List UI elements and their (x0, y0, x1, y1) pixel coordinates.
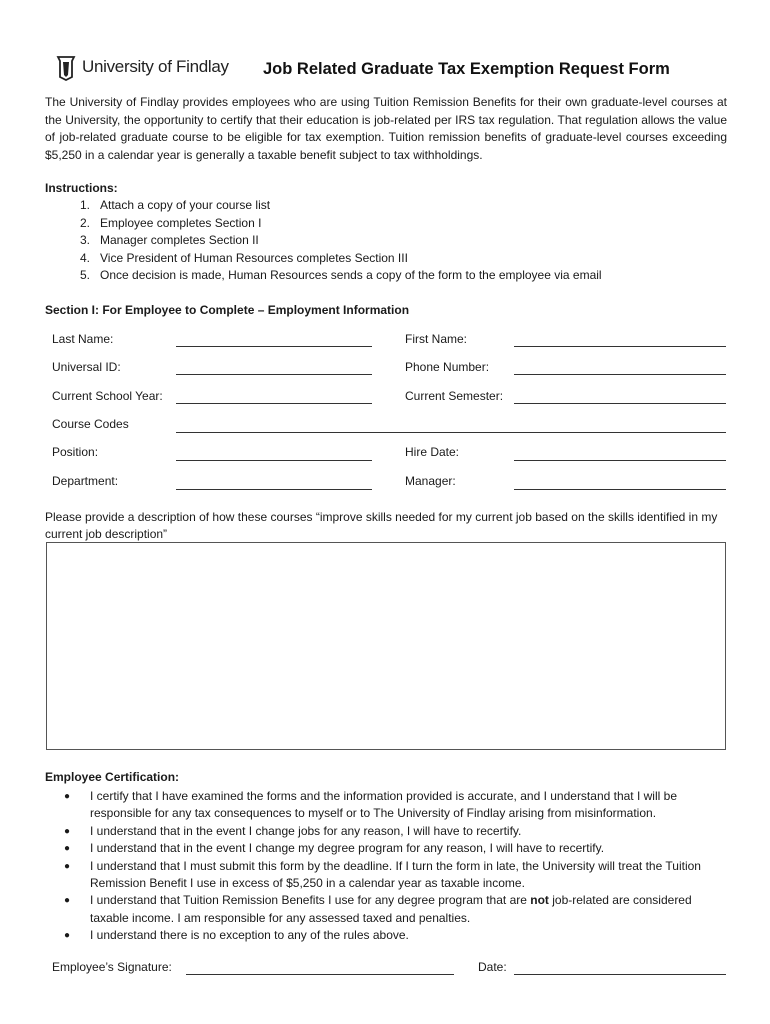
description-textarea[interactable] (46, 542, 726, 750)
instruction-item: 3. Manager completes Section II (79, 233, 259, 248)
list-item: ● I understand that in the event I change my degree program for any reason, I will have to recertify. (60, 840, 728, 857)
certification-list (60, 788, 728, 945)
instruction-item: 5. Once decision is made, Human Resources sends a copy of the form to the employee via email (79, 268, 602, 283)
list-item: ● I understand there is no exception to any of the rules above. (60, 927, 728, 944)
school-year-label: Current School Year: (52, 389, 163, 403)
list-item: ● I understand that I must submit this form by the deadline. If I turn the form in late, the University will treat the Tuition Remission Benefit I use in excess of $5,250 in a calendar year as taxable income. (64, 858, 701, 891)
bullet-icon: ● (64, 860, 71, 872)
last-name-label: Last Name: (52, 332, 114, 346)
signature-field[interactable] (186, 974, 454, 975)
course-codes-field[interactable] (176, 432, 726, 433)
department-label: Department: (52, 474, 119, 488)
manager-field[interactable] (514, 489, 726, 490)
logo-text: University of Findlay (82, 57, 229, 76)
list-item: ● I understand that Tuition Remission Benefits I use for any degree program that are not job-related are considered taxable income. I am responsible for any assessed taxed and penalties. (64, 893, 692, 925)
bullet-icon: ● (64, 825, 71, 837)
position-label: Position: (52, 445, 99, 459)
last-name-field[interactable] (176, 346, 372, 347)
date-field[interactable] (514, 974, 726, 975)
hire-date-field[interactable] (514, 460, 726, 461)
signature-label: Employee’s Signature: (52, 960, 172, 974)
course-codes-label: Course Codes (52, 417, 129, 431)
instructions-list (45, 197, 602, 285)
first-name-label: First Name: (405, 332, 468, 346)
school-year-field[interactable] (176, 403, 372, 404)
bullet-icon: ● (64, 791, 71, 802)
position-field[interactable] (176, 460, 372, 461)
instructions-heading: Instructions: (45, 181, 118, 195)
hire-date-label: Hire Date: (405, 445, 460, 459)
emphasis-not: not (530, 893, 549, 908)
instruction-item: 2. Employee completes Section I (79, 215, 262, 230)
list-item: ● I certify that I have examined the forms and the information provided is accurate, and I understand that I will be responsible for any tax consequences to myself or to The University of Findlay arising from misinformation. (64, 789, 677, 821)
semester-field[interactable] (514, 403, 726, 404)
form-title: Job Related Graduate Tax Exemption Request Form (263, 60, 670, 78)
phone-label: Phone Number: (405, 360, 490, 374)
intro-paragraph: The University of Findlay provides employees who are using Tuition Remission Benefits for their own graduate-level courses at the University, the opportunity to certify that their education is job-related per IRS tax regulation. That regulation allows the value of job-related graduate course to be eligible for tax exemption. Tuition remission benefits of graduate-level courses exceeding $5,250 in a calendar year is generally a taxable benefit subject to tax withholdings. (45, 95, 727, 162)
bullet-icon: ● (64, 930, 71, 942)
first-name-field[interactable] (514, 346, 726, 347)
department-field[interactable] (176, 489, 372, 490)
universal-id-field[interactable] (176, 374, 372, 375)
semester-label: Current Semester: (405, 389, 504, 403)
instruction-item: 4. Vice President of Human Resources completes Section III (79, 250, 408, 265)
bullet-icon: ● (64, 843, 71, 855)
instruction-item: 1. Attach a copy of your course list (79, 198, 271, 212)
section1-heading: Section I: For Employee to Complete – Employment Information (45, 303, 410, 317)
list-item: ● I understand that in the event I change jobs for any reason, I will have to recertify. (60, 823, 728, 840)
manager-label: Manager: (405, 474, 456, 488)
bullet-icon: ● (64, 895, 71, 907)
phone-field[interactable] (514, 374, 726, 375)
university-logo (56, 52, 229, 82)
description-prompt: Please provide a description of how these courses “improve skills needed for my current job based on the skills identified in my current job description” (45, 510, 718, 541)
universal-id-label: Universal ID: (52, 360, 121, 374)
university-crest-icon (56, 53, 76, 81)
certification-heading: Employee Certification: (45, 770, 180, 784)
date-label: Date: (478, 960, 507, 974)
